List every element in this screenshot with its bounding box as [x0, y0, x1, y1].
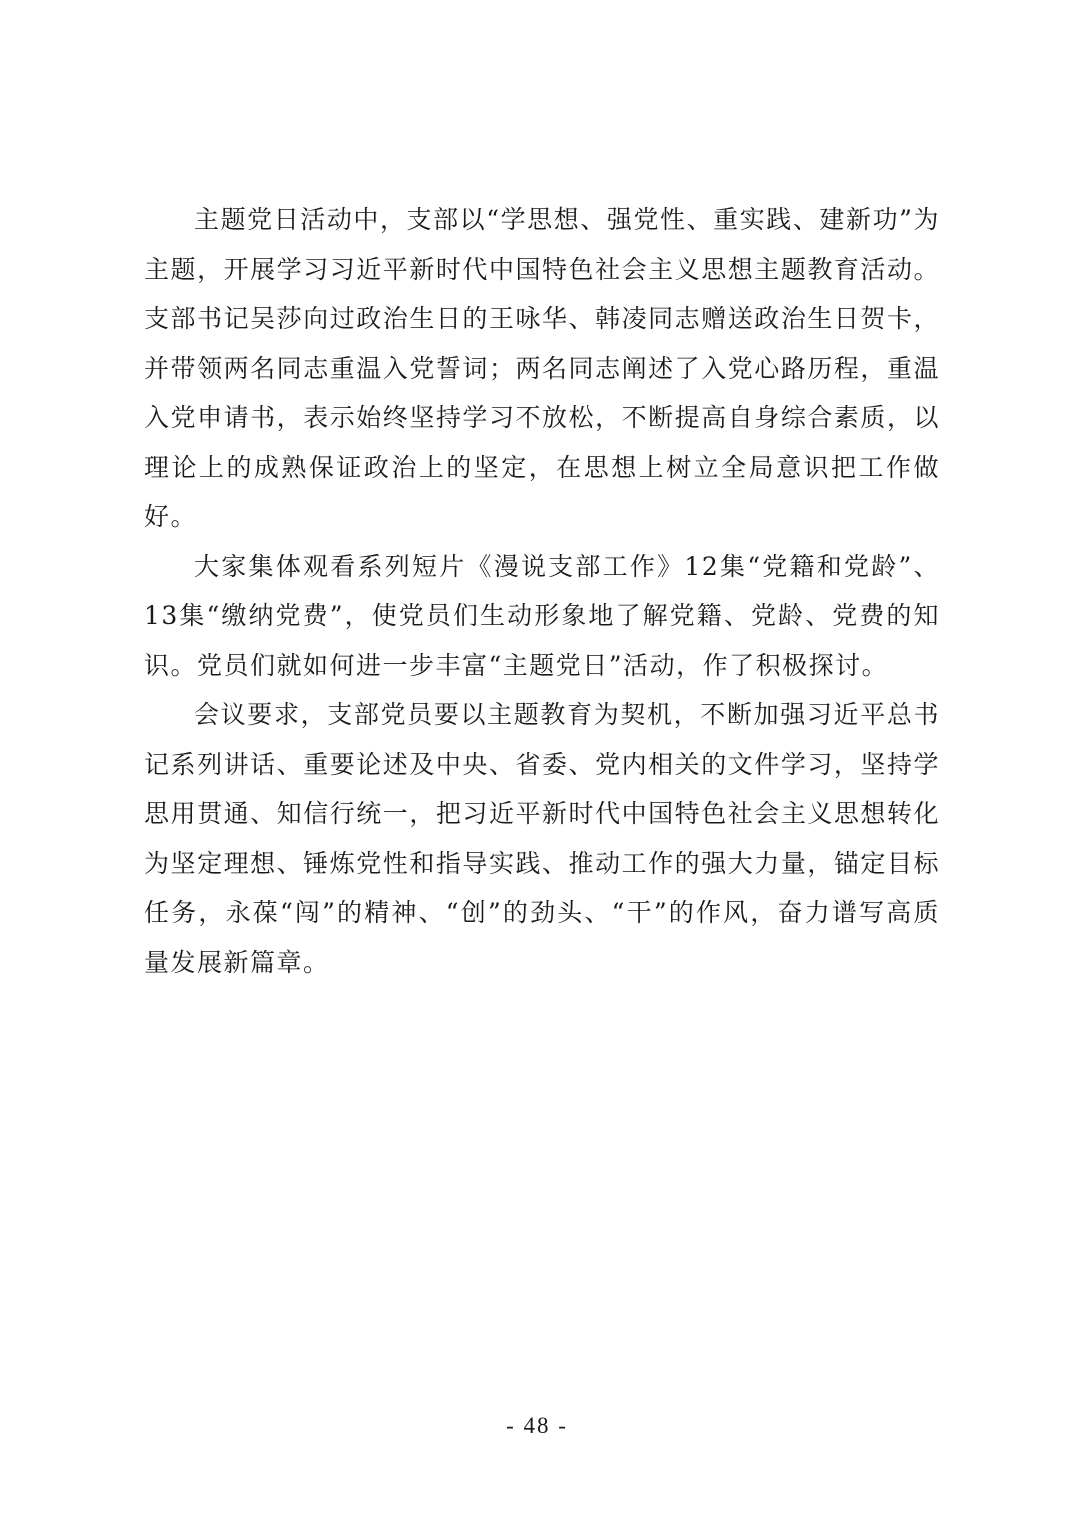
body-text: [144, 195, 940, 987]
paragraph-requirements: 会议要求，支部党员要以主题教育为契机，不断加强习近平总书记系列讲话、重要论述及中央、省委、党内相关的文件学习，坚持学思用贯通、知信行统一，把习近平新时代中国特色社会主义思想转化为坚定理想、锤炼党性和指导实践、推动工作的强大力量，锚定目标任务，永葆“闯”的精神、“创”的劲头、“干”的作风，奋力谱写高质量发展新篇章。: [144, 700, 940, 977]
paragraph-video: 大家集体观看系列短片《漫说支部工作》12集“党籍和党龄”、13集“缴纳党费”，使党员们生动形象地了解党籍、党龄、党费的知识。党员们就如何进一步丰富“主题党日”活动，作了积极探讨。: [144, 551, 940, 680]
paragraph-activity: 主题党日活动中，支部以“学思想、强党性、重实践、建新功”为主题，开展学习习近平新时代中国特色社会主义思想主题教育活动。支部书记吴莎向过政治生日的王咏华、韩凌同志赠送政治生日贺卡，并带领两名同志重温入党誓词；两名同志阐述了入党心路历程，重温入党申请书，表示始终坚持学习不放松，不断提高自身综合素质，以理论上的成熟保证政治上的坚定，在思想上树立全局意识把工作做好。: [144, 205, 940, 531]
page-number: - 48 -: [506, 1413, 568, 1438]
